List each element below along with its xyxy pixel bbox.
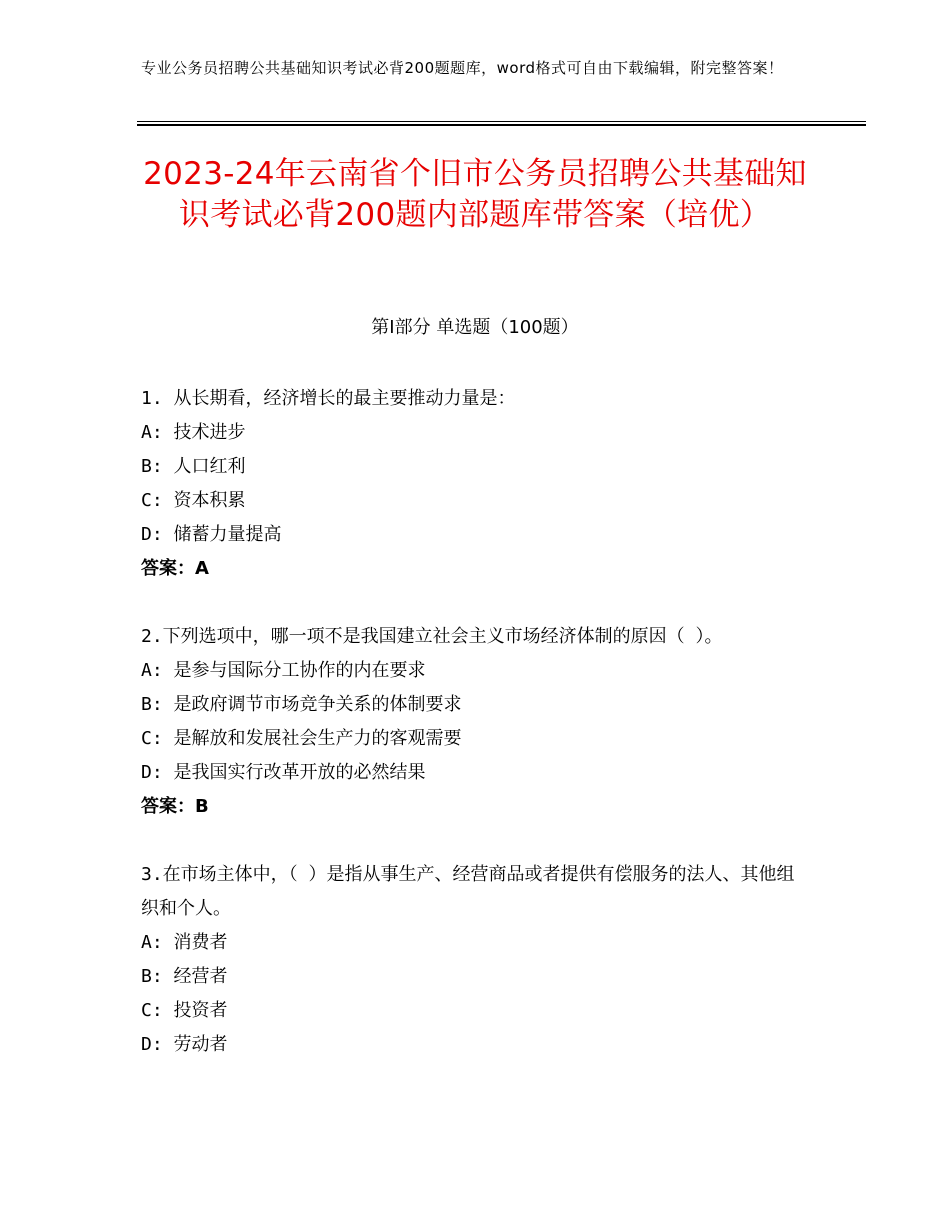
question-stem: 1. 从长期看，经济增长的最主要推动力量是： <box>141 388 516 409</box>
option-c: C: 是解放和发展社会生产力的客观需要 <box>141 728 462 749</box>
question-2 <box>141 620 809 824</box>
section-title: 第Ⅰ部分 单选题（100题） <box>371 317 579 338</box>
question-3 <box>141 858 809 1062</box>
option-b: B: 人口红利 <box>141 456 246 477</box>
option-b: B: 是政府调节市场竞争关系的体制要求 <box>141 694 462 715</box>
option-a: A: 消费者 <box>141 932 228 953</box>
option-a: A: 技术进步 <box>141 422 246 443</box>
option-c: C: 投资者 <box>141 1000 228 1021</box>
option-a: A: 是参与国际分工协作的内在要求 <box>141 660 426 681</box>
question-stem: 3.在市场主体中，（ ）是指从事生产、经营商品或者提供有偿服务的法人、其他组织和个人。 <box>141 864 795 919</box>
document-title: 2023-24年云南省个旧市公务员招聘公共基础知识考试必背200题内部题库带答案（培优） <box>143 156 807 233</box>
header-divider <box>137 121 866 126</box>
header-note: 专业公务员招聘公共基础知识考试必背200题题库，word格式可自由下载编辑，附完整答案！ <box>141 59 784 77</box>
question-stem: 2.下列选项中，哪一项不是我国建立社会主义市场经济体制的原因（ ）。 <box>141 626 723 647</box>
option-d: D: 劳动者 <box>141 1034 228 1055</box>
option-d: D: 是我国实行改革开放的必然结果 <box>141 762 426 783</box>
question-1 <box>141 382 809 586</box>
answer: 答案：A <box>141 558 209 579</box>
option-b: B: 经营者 <box>141 966 228 987</box>
question-list <box>141 382 809 1062</box>
option-c: C: 资本积累 <box>141 490 246 511</box>
option-d: D: 储蓄力量提高 <box>141 524 282 545</box>
answer: 答案：B <box>141 796 209 817</box>
